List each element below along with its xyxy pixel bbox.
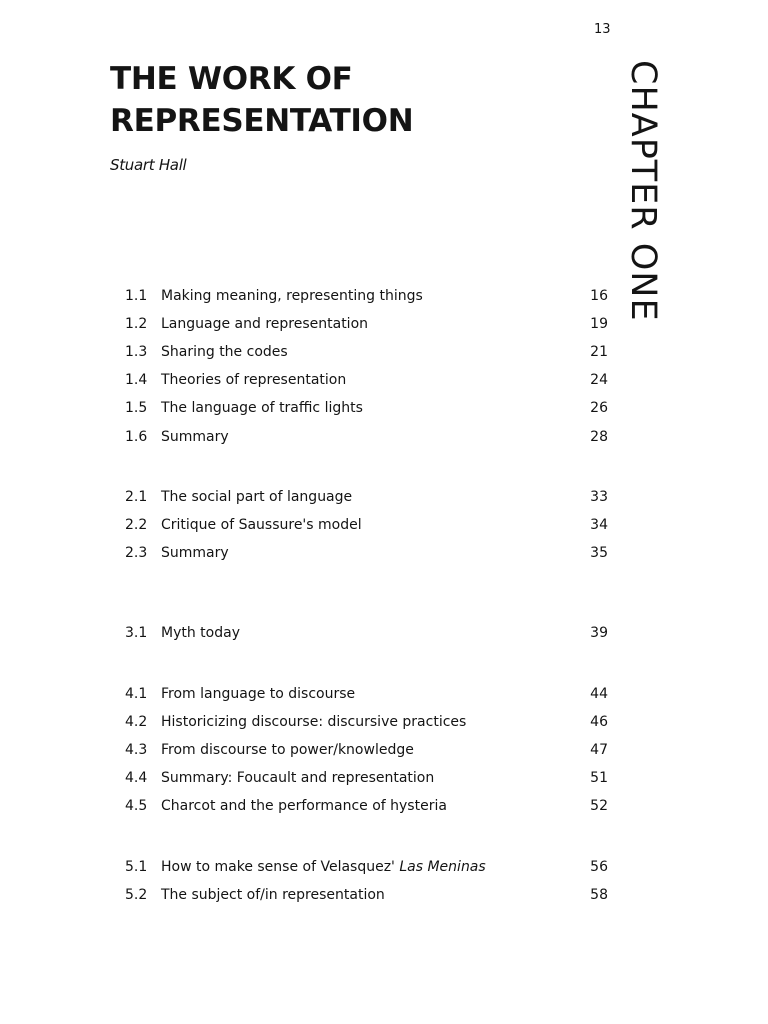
toc-section-number: 3.1 — [125, 625, 148, 641]
toc-page-number: 34 — [590, 517, 608, 533]
toc-page-number: 51 — [590, 770, 608, 786]
toc-section-number: 4.4 — [125, 770, 148, 786]
toc-page-number: 16 — [590, 288, 608, 304]
toc-section-number: 5.2 — [125, 887, 148, 903]
toc-page-number: 52 — [590, 798, 608, 814]
toc-entry-1-3[interactable] — [125, 342, 608, 362]
page-number: 13 — [594, 22, 611, 37]
toc-section-number: 2.1 — [125, 489, 148, 505]
toc-section-title: Critique of Saussure's model — [161, 517, 362, 533]
toc-section-number: 1.4 — [125, 372, 148, 388]
toc-section-number: 5.1 — [125, 859, 148, 875]
toc-section-number: 4.3 — [125, 742, 148, 758]
toc-section-title: Sharing the codes — [161, 344, 288, 360]
toc-page-number: 46 — [590, 714, 608, 730]
toc-section-number: 1.1 — [125, 288, 148, 304]
toc-section-title: Summary — [161, 545, 229, 561]
toc-section-title: Language and representation — [161, 316, 369, 332]
toc-page-number: 28 — [590, 429, 608, 445]
toc-section-title: From language to discourse — [161, 686, 356, 702]
toc-section-title: The social part of language — [161, 489, 353, 505]
toc-section-title: Charcot and the performance of hysteria — [161, 798, 447, 814]
chapter-title-line-1: THE WORK OF — [110, 61, 353, 97]
toc-entry-1-1[interactable] — [125, 286, 608, 306]
toc-section-number: 4.5 — [125, 798, 148, 814]
toc-entry-1-6[interactable] — [125, 427, 608, 447]
toc-section-title: Theories of representation — [161, 372, 347, 388]
toc-section-title: Making meaning, representing things — [161, 288, 423, 304]
toc-entry-1-5[interactable] — [125, 398, 608, 418]
toc-section-number: 1.5 — [125, 400, 148, 416]
toc-page-number: 19 — [590, 316, 608, 332]
toc-section-title: Myth today — [161, 625, 240, 641]
toc-page-number: 56 — [590, 859, 608, 875]
chapter-label-text: CHAPTER ONE — [623, 60, 663, 322]
toc-section-title: Summary: Foucault and representation — [161, 770, 435, 786]
toc-section-number: 1.6 — [125, 429, 148, 445]
toc-section-title: From discourse to power/knowledge — [161, 742, 414, 758]
toc-entry-3-1[interactable] — [125, 623, 608, 643]
toc-section-title: Historicizing discourse: discursive practices — [161, 714, 467, 730]
toc-section-title-text: How to make sense of Velasquez' — [161, 859, 395, 875]
toc-entry-2-2[interactable] — [125, 515, 608, 535]
toc-page-number: 44 — [590, 686, 608, 702]
toc-section-title: The subject of/in representation — [161, 887, 385, 903]
chapter-title-line-2: REPRESENTATION — [110, 103, 414, 139]
toc-entry-1-2[interactable] — [125, 314, 608, 334]
author-name: Stuart Hall — [110, 156, 187, 174]
toc-entry-4-2[interactable] — [125, 712, 608, 732]
toc-entry-4-1[interactable] — [125, 684, 608, 704]
toc-page-number: 35 — [590, 545, 608, 561]
toc-entry-5-1[interactable] — [125, 857, 608, 877]
toc-section-title: Summary — [161, 429, 229, 445]
toc-section-number: 2.2 — [125, 517, 148, 533]
toc-section-number: 4.1 — [125, 686, 148, 702]
toc-page-number: 24 — [590, 372, 608, 388]
toc-section-number: 1.2 — [125, 316, 148, 332]
toc-section-number: 2.3 — [125, 545, 148, 561]
toc-section-number: 1.3 — [125, 344, 148, 360]
toc-entry-4-5[interactable] — [125, 796, 608, 816]
toc-section-title — [161, 857, 486, 877]
toc-entry-2-3[interactable] — [125, 543, 608, 563]
toc-page-number: 39 — [590, 625, 608, 641]
toc-entry-4-3[interactable] — [125, 740, 608, 760]
toc-section-number: 4.2 — [125, 714, 148, 730]
toc-section-title-italic: Las Meninas — [399, 859, 486, 875]
toc-entry-5-2[interactable] — [125, 885, 608, 905]
toc-entry-1-4[interactable] — [125, 370, 608, 390]
toc-entry-2-1[interactable] — [125, 487, 608, 507]
toc-page-number: 33 — [590, 489, 608, 505]
toc-section-title: The language of traffic lights — [161, 400, 363, 416]
toc-page-number: 21 — [590, 344, 608, 360]
toc-entry-4-4[interactable] — [125, 768, 608, 788]
toc-page-number: 26 — [590, 400, 608, 416]
toc-page-number: 47 — [590, 742, 608, 758]
toc-page-number: 58 — [590, 887, 608, 903]
